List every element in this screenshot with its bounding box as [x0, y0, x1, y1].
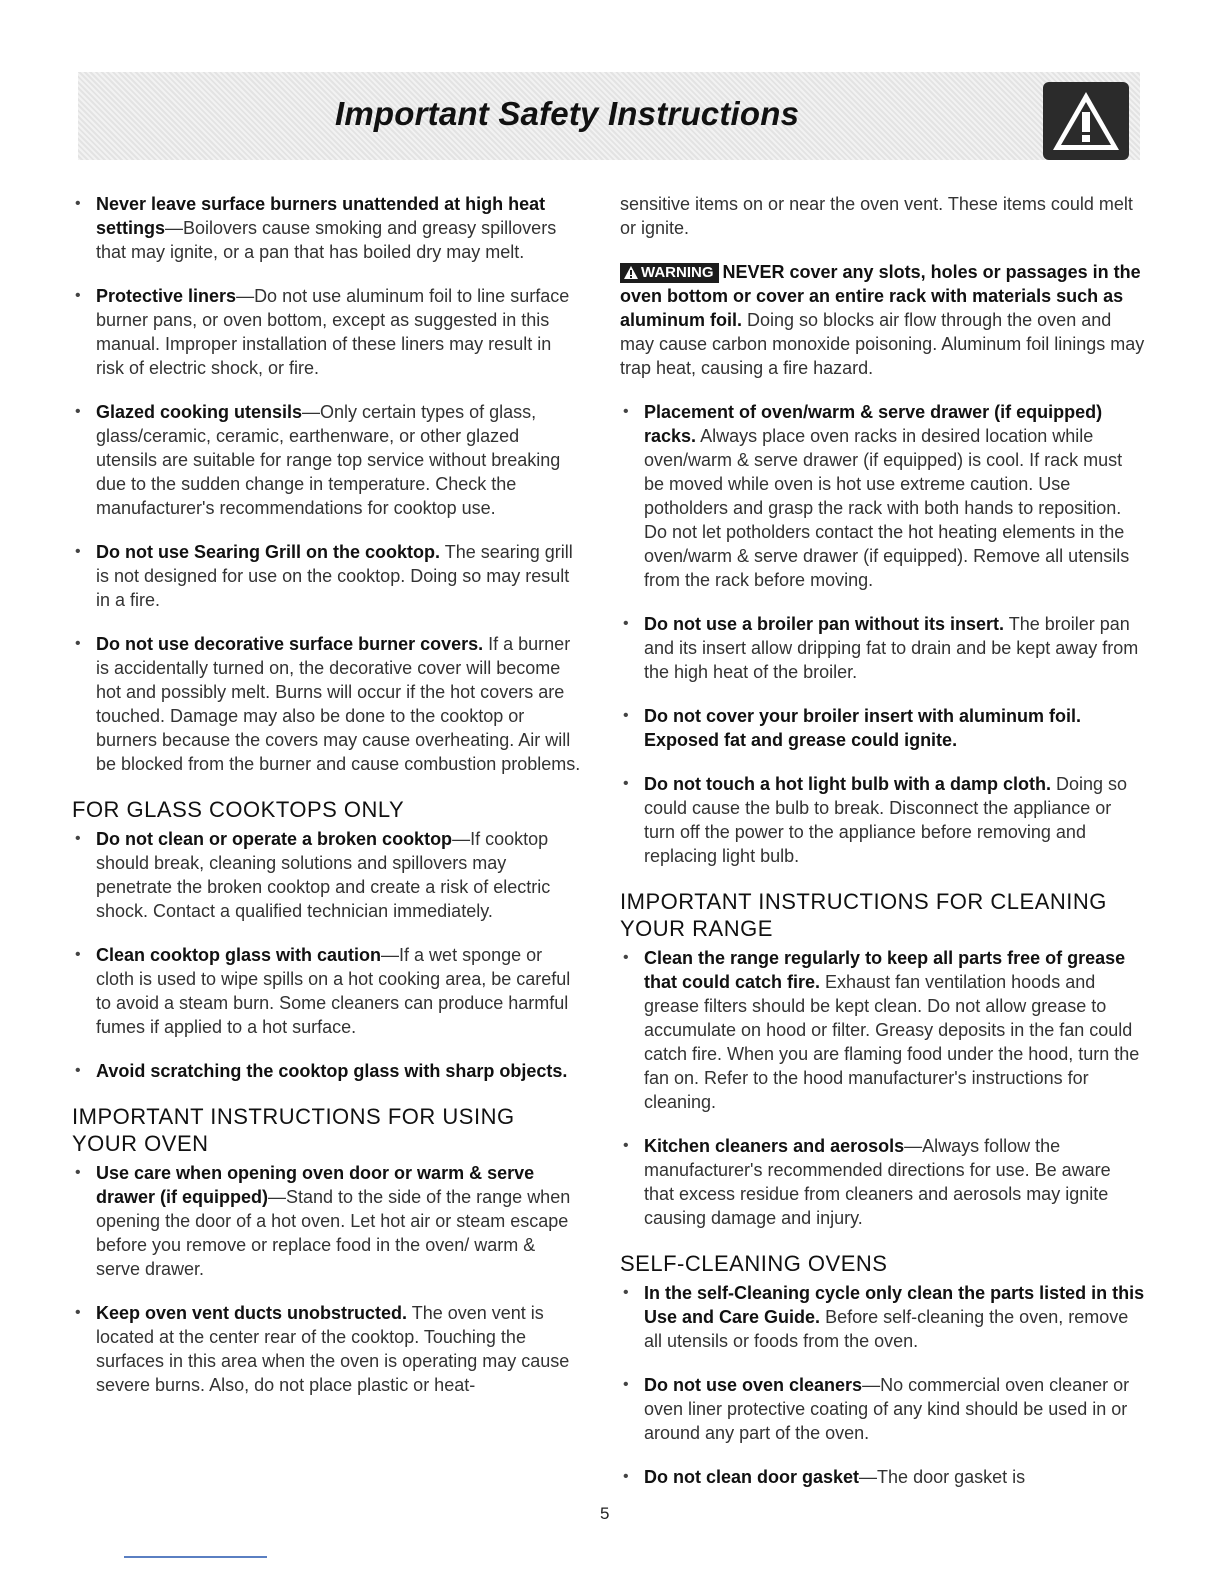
list-item: • Do not clean or operate a broken cooktop—If cooktop should break, cleaning solutions and spillovers may penetrate the broken cooktop and create a risk of electric shock. Contact a qualified technician immediately. [72, 827, 584, 923]
list-item: • Clean cooktop glass with caution—If a wet sponge or cloth is used to wipe spills on a hot cooking area, be careful to avoid a steam burn. Some cleaners can produce harmful fumes if applied to a hot surface. [72, 943, 584, 1039]
left-column [72, 192, 584, 1417]
list-item: • Keep oven vent ducts unobstructed. The oven vent is located at the center rear of the cooktop. Touching the surfaces in this area when the oven is operating may cause severe burns. Also, do not place plastic or heat- [72, 1301, 584, 1397]
list-item: • Use care when opening oven door or warm & serve drawer (if equipped)—Stand to the side of the range when opening the door of a hot oven. Let hot air or steam escape before you remove or replace food in the oven/ warm & serve drawer. [72, 1161, 584, 1281]
list-item: • Do not use oven cleaners—No commercial oven cleaner or oven liner protective coating of any kind should be used in or around any part of the oven. [620, 1373, 1145, 1445]
list-item: • Kitchen cleaners and aerosols—Always follow the manufacturer's recommended directions for use. Be aware that excess residue from cleaners and aerosols may ignite causing damage and injury. [620, 1134, 1145, 1230]
footer-rule [124, 1556, 267, 1558]
list-item: • Placement of oven/warm & serve drawer (if equipped) racks. Always place oven racks in desired location while oven/warm & serve drawer (if equipped) is cool. If rack must be moved while oven is hot use extreme caution. Use potholders and grasp the rack with both hands to reposition. Do not let potholders contact the hot heating elements in the oven/warm & serve drawer (if equipped). Remove all utensils from the rack before moving. [620, 400, 1145, 592]
list-item: • Do not cover your broiler insert with aluminum foil. Exposed fat and grease could ignite. [620, 704, 1145, 752]
section-heading-cleaning-range: IMPORTANT INSTRUCTIONS FOR CLEANING YOUR RANGE [620, 889, 1107, 941]
section-heading-glass-cooktops: FOR GLASS COOKTOPS ONLY [72, 797, 405, 822]
warning-triangle-icon [624, 266, 638, 279]
section-heading-self-cleaning: SELF-CLEANING OVENS [620, 1251, 888, 1276]
page-title: Important Safety Instructions [335, 95, 800, 132]
list-item: • Clean the range regularly to keep all parts free of grease that could catch fire. Exhaust fan ventilation hoods and grease filters should be kept clean. Do not allow grease to accumulate on hood or filter. Greasy deposits in the fan could catch fire. When you are flaming food under the hood, turn the fan on. Refer to the hood manufacturer's instructions for cleaning. [620, 946, 1145, 1114]
list-item: • Do not use Searing Grill on the cooktop. The searing grill is not designed for use on the cooktop. Doing so may result in a fire. [72, 540, 584, 612]
list-item: • Glazed cooking utensils—Only certain types of glass, glass/ceramic, ceramic, earthenware, or other glazed utensils are suitable for range top service without breaking due to the sudden change in temperature. Check the manufacturer's recommendations for cooktop use. [72, 400, 584, 520]
warning-triangle-icon [1043, 82, 1129, 160]
list-item: • Never leave surface burners unattended at high heat settings—Boilovers cause smoking and greasy spillovers that may ignite, or a pan that has boiled dry may melt. [72, 192, 584, 264]
page-number: 5 [600, 1504, 610, 1523]
list-item: • Avoid scratching the cooktop glass with sharp objects. [72, 1059, 584, 1083]
list-item: • Protective liners—Do not use aluminum foil to line surface burner pans, or oven bottom, except as suggested in this manual. Improper installation of these liners may result in risk of electric shock, or fire. [72, 284, 584, 380]
list-item: • Do not use decorative surface burner covers. If a burner is accidentally turned on, the decorative cover will become hot and possibly melt. Burns will occur if the hot covers are touched. Damage may also be done to the cooktop or burners because the covers may cause overheating. Air will be blocked from the burner and cause combustion problems. [72, 632, 584, 776]
right-column [620, 192, 1145, 1509]
list-item: • Do not touch a hot light bulb with a damp cloth. Doing so could cause the bulb to break. Disconnect the appliance or turn off the power to the appliance before removing and replacing light bulb. [620, 772, 1145, 868]
warning-badge: WARNING [620, 263, 719, 283]
section-heading-using-oven: IMPORTANT INSTRUCTIONS FOR USING YOUR OVEN [72, 1104, 515, 1156]
list-item: • Do not clean door gasket—The door gasket is [620, 1465, 1145, 1489]
list-item: • Do not use a broiler pan without its insert. The broiler pan and its insert allow dripping fat to drain and be kept away from the high heat of the broiler. [620, 612, 1145, 684]
list-item: • In the self-Cleaning cycle only clean the parts listed in this Use and Care Guide. Before self-cleaning the oven, remove all utensils or foods from the oven. [620, 1281, 1145, 1353]
warning-paragraph: WARNING NEVER cover any slots, holes or passages in the oven bottom or cover an entire rack with materials such as aluminum foil. Doing so blocks air flow through the oven and may cause carbon monoxide poisoning. Aluminum foil linings may trap heat, causing a fire hazard. [620, 262, 1145, 378]
continued-paragraph: sensitive items on or near the oven vent. These items could melt or ignite. [620, 194, 1133, 238]
